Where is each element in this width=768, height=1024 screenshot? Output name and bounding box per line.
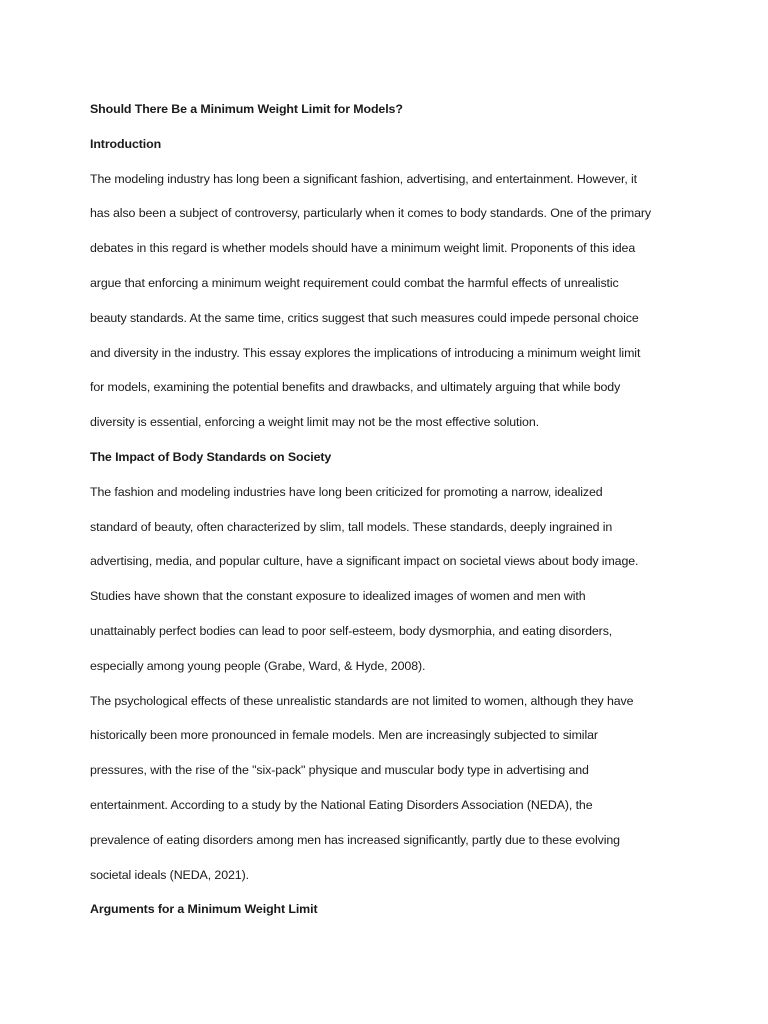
text-line: especially among young people (Grabe, Ward, & Hyde, 2008). bbox=[90, 658, 426, 673]
document-title: Should There Be a Minimum Weight Limit for Models? bbox=[90, 102, 403, 116]
text-line: beauty standards. At the same time, critics suggest that such measures could impede personal choice bbox=[90, 310, 639, 325]
text-line: The psychological effects of these unrealistic standards are not limited to women, although they have bbox=[90, 693, 634, 708]
section-heading-arguments-for-minimum-weight-limit: Arguments for a Minimum Weight Limit bbox=[90, 902, 318, 917]
text-line: for models, examining the potential benefits and drawbacks, and ultimately arguing that while body bbox=[90, 380, 621, 395]
paragraph-body-standards-2 bbox=[90, 684, 690, 893]
paragraph-introduction bbox=[90, 162, 690, 440]
text-line: has also been a subject of controversy, particularly when it comes to body standards. One of the primary bbox=[90, 206, 652, 221]
document-body bbox=[90, 92, 690, 927]
text-line: and diversity in the industry. This essay explores the implications of introducing a minimum weight limit bbox=[90, 345, 641, 360]
text-line: debates in this regard is whether models should have a minimum weight limit. Proponents of this idea bbox=[90, 241, 636, 256]
text-line: pressures, with the rise of the "six-pack" physique and muscular body type in advertising and bbox=[90, 763, 589, 778]
text-line: historically been more pronounced in female models. Men are increasingly subjected to similar bbox=[90, 728, 598, 743]
text-line: standard of beauty, often characterized by slim, tall models. These standards, deeply ingrained in bbox=[90, 519, 613, 534]
section-heading-introduction: Introduction bbox=[90, 136, 162, 151]
text-line: prevalence of eating disorders among men has increased significantly, partly due to these evolving bbox=[90, 832, 620, 847]
text-line: diversity is essential, enforcing a weight limit may not be the most effective solution. bbox=[90, 415, 539, 430]
section-heading-impact-of-body-standards: The Impact of Body Standards on Society bbox=[90, 449, 332, 464]
text-line: Studies have shown that the constant exposure to idealized images of women and men with bbox=[90, 589, 586, 604]
text-line: societal ideals (NEDA, 2021). bbox=[90, 867, 249, 882]
text-line: argue that enforcing a minimum weight requirement could combat the harmful effects of unrealistic bbox=[90, 275, 619, 290]
text-line: entertainment. According to a study by the National Eating Disorders Association (NEDA), the bbox=[90, 797, 593, 812]
text-line: The modeling industry has long been a significant fashion, advertising, and entertainment. However, it bbox=[90, 171, 638, 186]
text-line: unattainably perfect bodies can lead to poor self-esteem, body dysmorphia, and eating disorders, bbox=[90, 623, 613, 638]
text-line: advertising, media, and popular culture, have a significant impact on societal views about body image. bbox=[90, 554, 639, 569]
text-line: The fashion and modeling industries have long been criticized for promoting a narrow, idealized bbox=[90, 484, 603, 499]
paragraph-body-standards-1 bbox=[90, 475, 690, 684]
